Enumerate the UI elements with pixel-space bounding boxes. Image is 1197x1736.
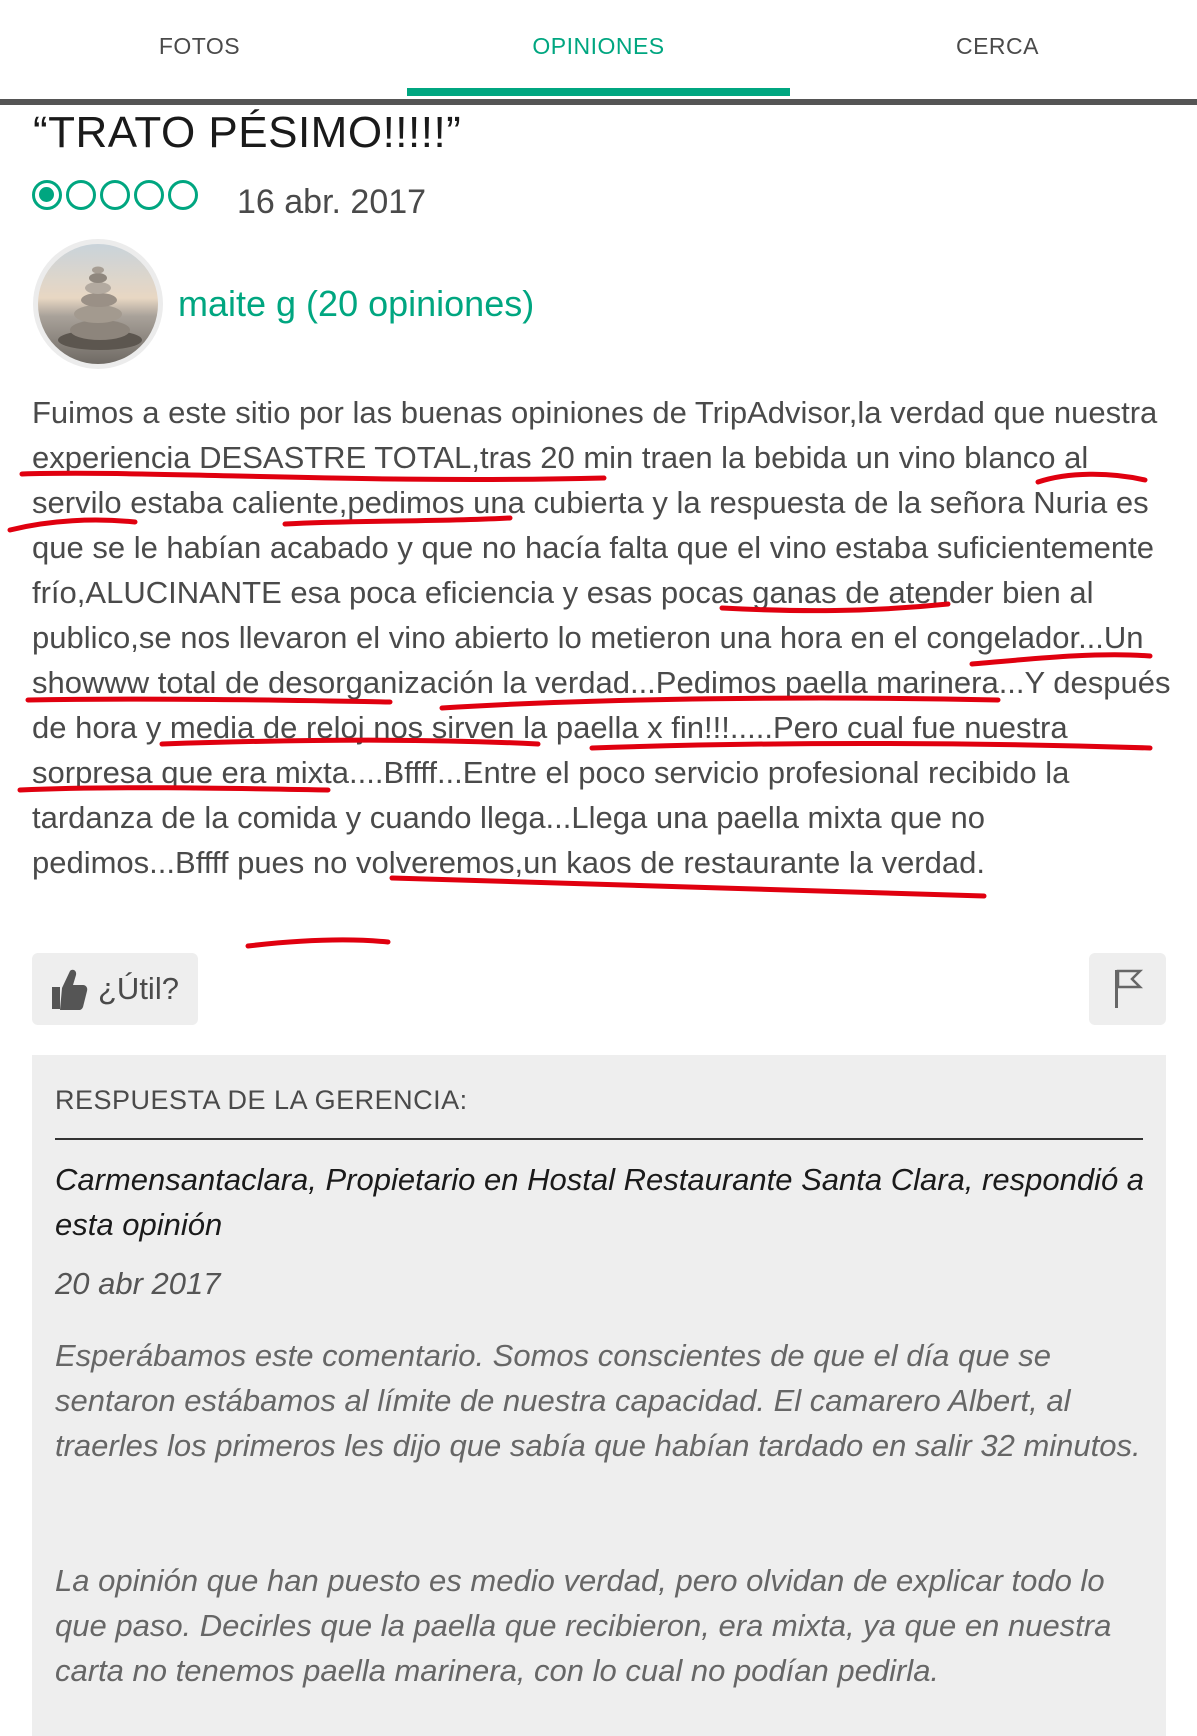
report-button[interactable]: [1089, 953, 1166, 1025]
avatar[interactable]: [33, 239, 163, 369]
response-heading: RESPUESTA DE LA GERENCIA:: [55, 1085, 468, 1115]
rating-bubble-empty-icon: [100, 180, 130, 210]
thumbs-up-icon: [50, 967, 88, 1011]
tab-reviews[interactable]: OPINIONES: [532, 33, 665, 59]
tab-bar: [0, 0, 1197, 98]
rating-bubble-empty-icon: [66, 180, 96, 210]
rating-bubble-empty-icon: [134, 180, 164, 210]
underline-stroke: [248, 940, 388, 946]
response-author: Carmensantaclara, Propietario en Hostal Restaurante Santa Clara, respondió a esta opinión: [55, 1162, 1145, 1242]
response-date: 20 abr 2017: [55, 1266, 221, 1301]
bubble-rating: [32, 180, 198, 210]
helpful-label: ¿Útil?: [98, 971, 179, 1006]
tab-photos[interactable]: FOTOS: [158, 33, 241, 59]
rating-bubble-filled-icon: [32, 180, 62, 210]
stacked-stones-icon: [38, 244, 158, 364]
review-text: Fuimos a este sitio por las buenas opiniones de TripAdvisor,la verdad que nuestra experiencia DESASTRE TOTAL,tras 20 min traen la bebida un vino blanco al servilo estaba caliente,pedimos una cubierta y la respuesta de la señora Nuria es que se le habían acabado y que no hacía falta que el vino estaba suficientemente frío,ALUCINANTE esa poca eficiencia y esas pocas ganas de atender bien al publico,se nos llevaron el vino abierto lo metieron una hora en el congelador...Un showww total de desorganización la verdad...Pedimos paella marinera...Y después de hora y media de reloj nos sirven la paella x fin!!!.....Pero cual fue nuestra sorpresa que era mixta....Bffff...Entre el poco servicio profesional recibido la tardanza de la comida y cuando llega...Llega una paella mixta que no pedimos...Bffff pues no volveremos,un kaos de restaurante la verdad.: [32, 395, 1171, 880]
review-date: 16 abr. 2017: [237, 183, 427, 221]
response-paragraph: Esperábamos este comentario. Somos conscientes de que el día que se sentaron estábamos al límite de nuestra capacidad. El camarero Albert, al traerles los primeros les dijo que sabía que habían tardado en salir 32 minutos.: [55, 1338, 1141, 1463]
rating-bubble-empty-icon: [168, 180, 198, 210]
response-divider: [55, 1138, 1143, 1140]
flag-icon: [1112, 968, 1144, 1010]
helpful-button[interactable]: [32, 953, 198, 1025]
active-tab-indicator: [407, 88, 790, 96]
review-title: “TRATO PÉSIMO!!!!!”: [33, 108, 462, 157]
review-author-link[interactable]: maite g (20 opiniones): [178, 283, 535, 324]
tab-nearby[interactable]: CERCA: [955, 33, 1039, 59]
response-paragraph: La opinión que han puesto es medio verdad, pero olvidan de explicar todo lo que paso. Decirles que la paella que recibieron, era mixta, ya que en nuestra carta no tenemos paella marinera, con lo cual no podían pedirla.: [55, 1563, 1112, 1688]
tab-bar-divider: [0, 99, 1197, 105]
